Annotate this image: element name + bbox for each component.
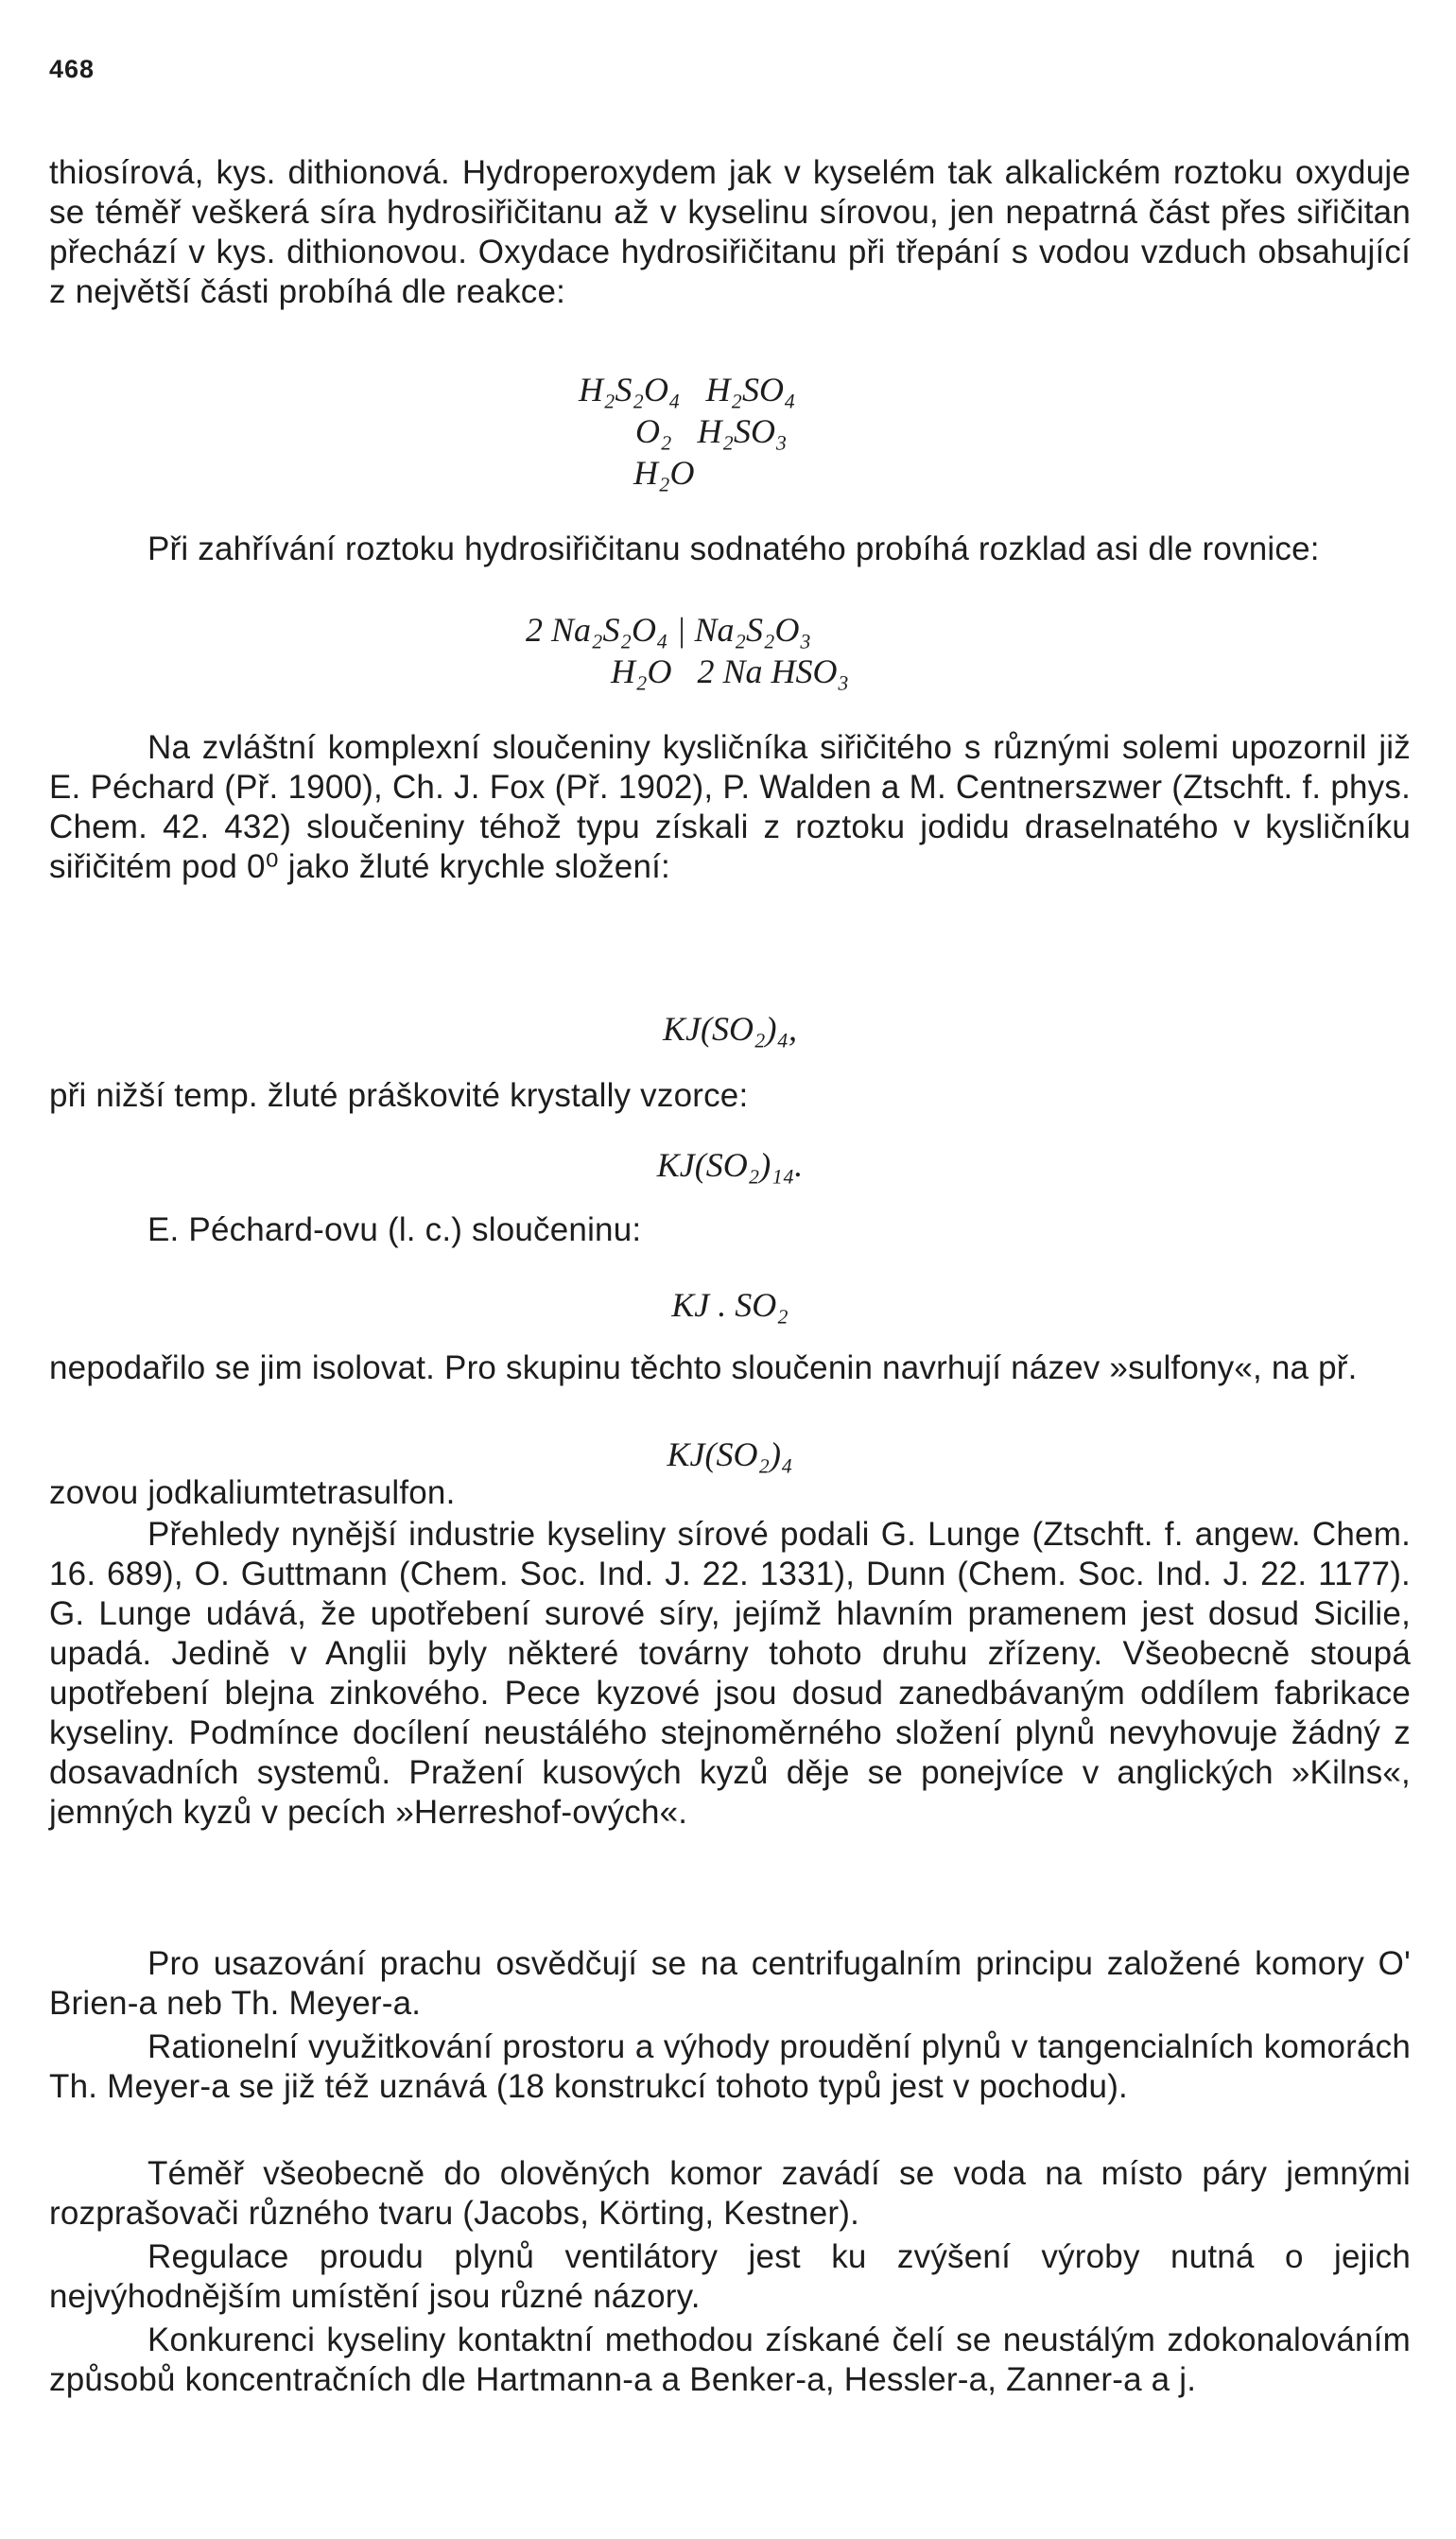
paragraph-dust-settling [49, 1944, 1411, 2024]
formula-kj-so2: KJ . SO₂ [671, 1286, 789, 1324]
paragraph-text: zovou jodkaliumtetrasulfon. [49, 1474, 456, 1511]
paragraph-text: Téměř všeobecně do olověných komor zavádí se voda na místo páry jemnými rozprašovači různého tvaru (Jacobs, Körting, Kestner). [49, 2155, 1411, 2232]
formula-kj-so2-4: KJ(SO₂)₄, [663, 1010, 797, 1048]
paragraph-hydroperoxide [49, 153, 1411, 312]
paragraph-lower-temp [49, 1076, 1411, 1116]
formula-kj-so2-4-tetrasulfon: KJ(SO₂)₄ [667, 1435, 793, 1473]
paragraph-text: E. Péchard-ovu (l. c.) sloučeninu: [147, 1211, 642, 1248]
paragraph-text: Pro usazování prachu osvědčují se na centrifugalním principu založené komory O' Brien-a neb Th. Meyer-a. [49, 1945, 1411, 2022]
paragraph-text: při nižší temp. žluté práškovité krystally vzorce: [49, 1077, 749, 1114]
paragraph-pechard [49, 1210, 1411, 1250]
paragraph-ventilators [49, 2237, 1411, 2317]
paragraph-industry-review [49, 1515, 1411, 1833]
reaction-oxidation-line-1: H₂S₂O₄ H₂SO₄ [579, 371, 796, 409]
paragraph-tangential-chambers [49, 2027, 1411, 2107]
paragraph-text: thiosírová, kys. dithionová. Hydroperoxydem jak v kyselém tak alkalickém roztoku oxyduje se téměř veškerá síra hydrosiřičitanu až v kyselinu sírovou, jen nepatrná část přes siřičitan přechází v kys. dithionovou. Oxydace hydrosiřičitanu při třepání s vodou vzduch obsahující z největší části probíhá dle reakce: [49, 154, 1411, 310]
reaction-decomposition-line-2: H₂O 2 Na HSO₃ [611, 652, 850, 690]
formula-kj-so2-14: KJ(SO₂)₁₄. [656, 1146, 804, 1184]
paragraph-complex-compounds [49, 728, 1411, 887]
paragraph-text: Konkurenci kyseliny kontaktní methodou získané čelí se neustálým zdokonalováním způsobů koncentračních dle Hartmann-a a Benker-a, Hessler-a, Zanner-a a j. [49, 2322, 1411, 2398]
paragraph-text: Rationelní využitkování prostoru a výhody proudění plynů v tangencialních komorách Th. Meyer-a se již též uznává (18 konstrukcí tohoto typů jest v pochodu). [49, 2028, 1411, 2105]
paragraph-text: Přehledy nynější industrie kyseliny sírové podali G. Lunge (Ztschft. f. angew. Chem. 16. 689), O. Guttmann (Chem. Soc. Ind. J. 22. 1331), Dunn (Chem. Soc. Ind. J. 22. 1177). G. Lunge udává, že upotřebení surové síry, jejímž hlavním pramenem jest dosud Sicilie, upadá. Jedině v Anglii byly některé továrny tohoto druhu zřízeny. Všeobecně stoupá upotřebení blejna zinkového. Pece kyzové jsou dosud zanedbávaným oddílem fabrikace kyseliny. Podmínce docílení neustálého stejnoměrného složení plynů nevyhovuje žádný z dosavadních systemů. Pražení kusových kyzů děje se ponejvíce v anglických »Kilns«, jemných kyzů v pecích »Herreshof-ových«. [49, 1516, 1411, 1831]
paragraph-text: Regulace proudu plynů ventilátory jest ku zvýšení výroby nutná o jejich nejvýhodnějším umístění jsou různé názory. [49, 2238, 1411, 2315]
page-number: 468 [49, 55, 95, 83]
paragraph-jodkalium [49, 1473, 1411, 1513]
paragraph-text: Na zvláštní komplexní sloučeniny kysličníka siřičitého s různými solemi upozornil již E. Péchard (Př. 1900), Ch. J. Fox (Př. 1902), P. Walden a M. Centnerszwer (Ztschft. f. phys. Chem. 42. 432) sloučeniny téhož typu získali z roztoku jodidu draselnatého v kysličníku siřičitém pod 0⁰ jako žluté krychle složení: [49, 729, 1411, 885]
paragraph-sulfony [49, 1348, 1411, 1388]
reaction-decomposition-line-1: 2 Na₂S₂O₄ | Na₂S₂O₃ [526, 611, 812, 649]
paragraph-lead-chambers [49, 2154, 1411, 2234]
paragraph-decomposition [49, 530, 1411, 569]
paragraph-text: Při zahřívání roztoku hydrosiřičitanu sodnatého probíhá rozklad asi dle rovnice: [147, 530, 1320, 567]
reaction-oxidation-line-3: H₂O [633, 454, 695, 492]
paragraph-text: nepodařilo se jim isolovat. Pro skupinu těchto sloučenin navrhují název »sulfony«, na př. [49, 1349, 1358, 1386]
paragraph-contact-method [49, 2321, 1411, 2400]
reaction-oxidation-line-2: O₂ H₂SO₃ [635, 412, 788, 450]
